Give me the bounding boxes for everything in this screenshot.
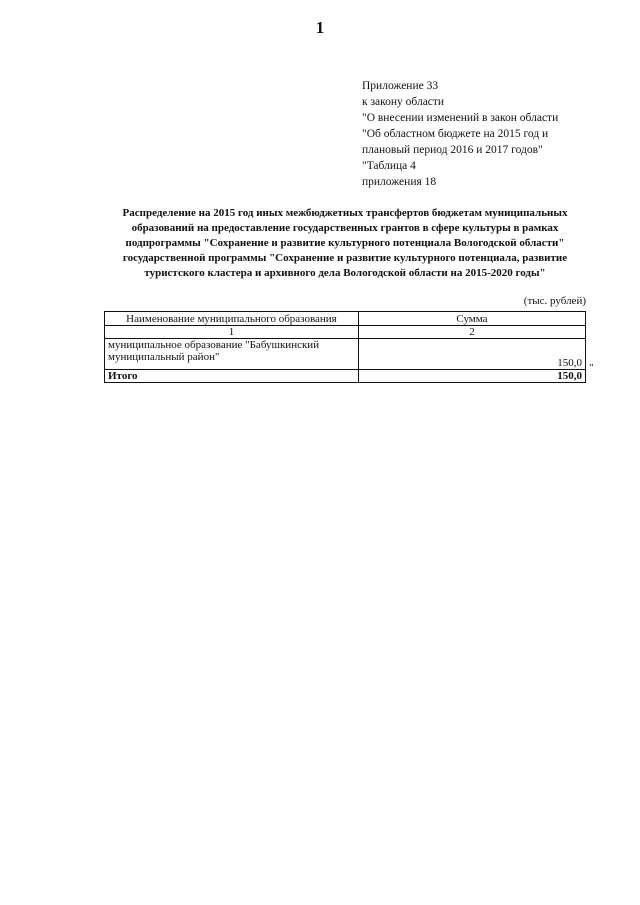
total-label: Итого <box>105 370 359 383</box>
column-number: 1 <box>105 326 359 339</box>
distribution-table <box>104 311 586 383</box>
appendix-line: Приложение 33 <box>362 80 439 92</box>
table-row <box>105 339 586 370</box>
title-line: подпрограммы "Сохранение и развитие культурного потенциала Вологодской области" <box>125 237 565 249</box>
header-sum: Сумма <box>358 312 585 326</box>
column-number-row <box>105 326 586 339</box>
appendix-line: "Об областном бюджете на 2015 год и <box>362 128 549 140</box>
appendix-line: "Таблица 4 <box>362 160 416 172</box>
row-amount: 150,0 <box>358 339 585 370</box>
document-title <box>100 206 590 281</box>
row-name: муниципальное образование "Бабушкинский муниципальный район" <box>105 339 359 370</box>
table-header-row <box>105 312 586 326</box>
appendix-line: приложения 18 <box>362 176 437 188</box>
title-line: Распределение на 2015 год иных межбюджетных трансфертов бюджетам муниципальных <box>122 207 568 219</box>
units-label: (тыс. рублей) <box>523 295 586 307</box>
column-number: 2 <box>358 326 585 339</box>
title-line: образований на предоставление государственных грантов в сфере культуры в рамках <box>131 222 559 234</box>
appendix-line: плановый период 2016 и 2017 годов" <box>362 144 543 156</box>
total-amount: 150,0 <box>358 370 585 383</box>
appendix-block <box>362 78 622 190</box>
appendix-line: "О внесении изменений в закон области <box>362 112 559 124</box>
appendix-line: к закону области <box>362 96 445 108</box>
page-number: 1 <box>315 18 325 37</box>
title-line: государственной программы "Сохранение и развитие культурного потенциала, развитие <box>122 252 568 264</box>
title-line: туристского кластера и архивного дела Вологодской области на 2015-2020 годы" <box>144 267 546 279</box>
closing-quote: " <box>589 362 594 374</box>
header-name: Наименование муниципального образования <box>105 312 359 326</box>
total-row <box>105 370 586 383</box>
